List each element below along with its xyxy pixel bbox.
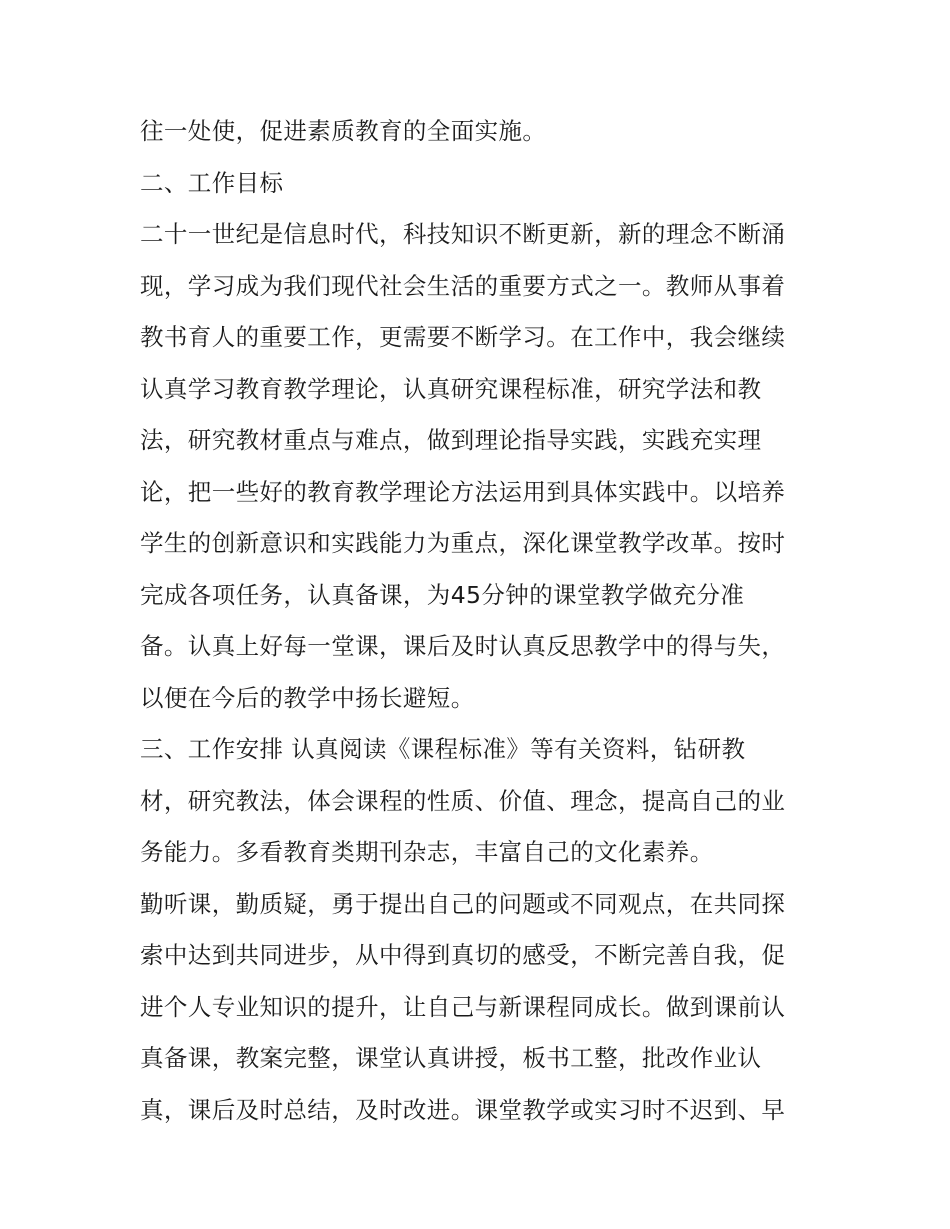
- text-line: 备。认真上好每一堂课，课后及时认真反思教学中的得与失，: [140, 632, 786, 660]
- text-line: 学生的创新意识和实践能力为重点，深化课堂教学改革。按时: [140, 529, 786, 557]
- section-heading-goals: 二、工作目标: [140, 168, 284, 197]
- text-line: 勤听课，勤质疑，勇于提出自己的问题或不同观点，在共同探: [140, 889, 786, 918]
- text-line: 法，研究教材重点与难点，做到理论指导实践，实践充实理: [140, 426, 762, 454]
- text-line: 二十一世纪是信息时代，科技知识不断更新，新的理念不断涌: [140, 220, 786, 248]
- text-line: 材，研究教法，体会课程的性质、价值、理念，提高自己的业: [140, 786, 786, 815]
- text-line: 进个人专业知识的提升，让自己与新课程同成长。做到课前认: [140, 992, 786, 1021]
- text-line: 教书育人的重要工作，更需要不断学习。在工作中，我会继续: [140, 323, 786, 351]
- text-line: 以便在今后的教学中扬长避短。: [140, 683, 475, 712]
- text-line: 务能力。多看教育类期刊杂志，丰富自己的文化素养。: [140, 838, 714, 866]
- text-line: 真，课后及时总结，及时改进。课堂教学或实习时不迟到、早: [140, 1095, 786, 1124]
- text-line: 现，学习成为我们现代社会生活的重要方式之一。教师从事着: [140, 271, 786, 300]
- text-line: 论，把一些好的教育教学理论方法运用到具体实践中。以培养: [140, 477, 786, 506]
- text-line: 认真学习教育教学理论，认真研究课程标准，研究学法和教: [140, 374, 762, 403]
- document-body: [140, 106, 820, 1136]
- text-line: 完成各项任务，认真备课，为45分钟的课堂教学做充分准: [140, 580, 745, 609]
- section-heading-arrangement: 三、工作安排 认真阅读《课程标准》等有关资料，钻研教: [140, 735, 746, 763]
- text-line: 真备课，教案完整，课堂认真讲授，板书工整，批改作业认: [140, 1044, 762, 1072]
- text-line: 索中达到共同进步，从中得到真切的感受，不断完善自我，促: [140, 941, 786, 969]
- text-line: 往一处使，促进素质教育的全面实施。: [140, 117, 547, 145]
